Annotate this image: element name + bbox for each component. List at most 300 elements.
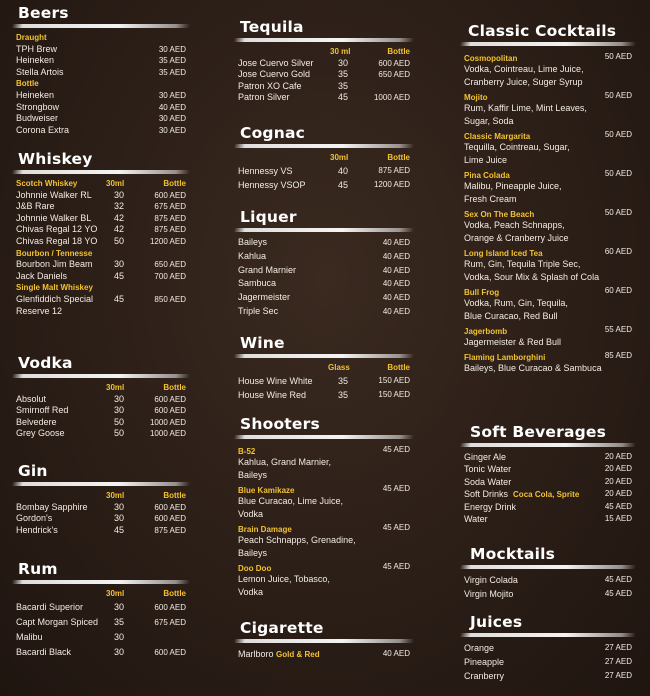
item-price: 85 AED [604,351,632,360]
column-headers [12,490,190,502]
menu-item [12,102,190,114]
item-name: House Wine White [238,375,313,386]
item-price: 27 AED [604,643,632,652]
item-price: 875 AED [154,225,186,235]
item-measure: 50 [113,235,124,246]
item-name: Heineken [16,89,55,100]
item-price: 60 AED [604,247,632,256]
item-price: 875 AED [154,525,186,535]
section-title: Gin [18,462,48,480]
menu-item [12,615,190,630]
item-description: Baileys [238,548,268,558]
cigarette-section [234,619,414,661]
item-price: 150 AED [378,375,410,385]
menu-item [460,513,636,525]
item-name: Bacardi Superior [16,601,84,612]
item-name: Jagerbomb [464,327,508,336]
section-title: Wine [240,334,285,352]
item-measure: 35 [337,69,348,80]
section-title: Rum [18,560,58,578]
item-name: Bourbon Jim Beam [16,259,93,270]
item-price: 600 AED [154,406,186,416]
menu-item [12,55,190,67]
subheading: Bourbon / Tennesse [16,248,93,258]
menu-item [12,44,190,56]
item-description: Cranberry Juice, Suger Syrup [464,77,583,87]
item-name: Kahlua [238,250,267,261]
item-price: 600 AED [154,394,186,404]
item-name: Patron Silver [238,92,290,103]
brush-underline [234,144,415,148]
menu-item [12,630,190,645]
item-measure: 30 [337,57,348,68]
menu-item-continued [12,306,190,318]
item-measure: 42 [113,212,124,223]
item-description: Blue Curacao, Lime Juice, [238,496,344,506]
item-name: Grey Goose [16,428,65,439]
item-name: Jose Cuervo Silver [238,57,314,68]
column-header-30ml: 30ml [106,589,125,598]
item-price: 600 AED [154,647,186,657]
item-measure: 45 [337,92,348,103]
menu-item [234,388,414,402]
menu-item [12,236,190,248]
menu-item [234,647,414,661]
menu-item [460,501,636,513]
item-description: Vodka [238,509,264,519]
menu-item [460,50,636,63]
item-name: Hennessy VSOP [238,179,306,190]
menu-item [12,525,190,537]
menu-item [234,560,414,573]
column-headers [234,46,414,58]
menu-item [460,655,636,669]
item-description: Vodka, Peach Schnapps, [464,220,565,230]
item-price: 50 AED [604,169,632,178]
menu-item [234,178,414,192]
item-price: 1200 AED [373,179,410,189]
item-name-text: Marlboro [238,649,274,659]
item-price: 35 AED [158,56,186,66]
item-description: Vodka, Rum, Gin, Tequila, [464,298,568,308]
item-description: Fresh Cream [464,194,517,204]
menu-item [234,443,414,456]
menu-item [460,669,636,683]
item-name: Pina Colada [464,171,510,180]
item-price: 600 AED [154,502,186,512]
subheading: Bottle [16,79,39,89]
item-price: 40 AED [382,238,410,247]
menu-item [234,291,414,305]
menu-item [12,113,190,125]
section-title: Mocktails [470,545,556,563]
item-measure: 30 [113,501,124,512]
item-measure: 30 [113,601,124,612]
item-name: Malibu [16,631,43,642]
brush-underline [460,565,637,569]
menu-item [460,641,636,655]
item-price: 27 AED [604,671,632,680]
item-price: 60 AED [604,286,632,295]
liquer-section [234,208,414,319]
item-measure: 32 [113,201,124,212]
item-price: 20 AED [604,464,632,474]
wine-section [234,334,414,402]
item-measure: 35 [337,80,348,91]
item-name: J&B Rare [16,201,55,212]
section-title: Cognac [240,124,306,142]
item-price: 1000 AED [149,417,186,427]
item-price: 45 AED [382,562,410,571]
menu-item [234,58,414,70]
column-headers [12,382,190,394]
item-name: B-52 [238,447,256,456]
menu-item [234,277,414,291]
menu-item [12,394,190,406]
item-name: Blue Kamikaze [238,486,295,495]
menu-item [12,502,190,514]
item-price: 675 AED [154,202,186,212]
menu-item [12,513,190,525]
item-price: 45 AED [604,575,632,584]
item-description: Tequilla, Cointreau, Sugar, [464,142,570,152]
menu-item [460,349,636,362]
item-measure: 30 [113,631,124,642]
item-description: Lemon Juice, Tobasco, [238,574,330,584]
menu-item [460,245,636,258]
item-measure: 40 [337,165,348,176]
item-measure: 30 [113,259,124,270]
classic-cocktails-section [460,22,636,375]
item-name: Jose Cuervo Gold [238,69,311,80]
shooters-section [234,415,414,599]
section-title: Whiskey [18,150,93,168]
item-price: 30 AED [158,44,186,54]
item-price: 50 AED [604,208,632,217]
mocktails-section [460,545,636,601]
item-price: 675 AED [154,617,186,627]
menu-item [460,573,636,587]
item-description: Peach Schnapps, Grenadine, [238,535,356,545]
column-header-bottle: Bottle [163,179,186,188]
item-price: 600 AED [154,514,186,524]
item-name: Budweiser [16,113,59,124]
section-title: Soft Beverages [470,423,607,441]
section-title: Tequila [240,18,304,36]
section-title: Juices [470,613,523,631]
brush-underline [460,633,637,637]
item-price: 150 AED [378,389,410,399]
item-description: Lime Juice [464,155,508,165]
menu-item [12,67,190,79]
item-price: 600 AED [154,602,186,612]
column-header-bottle: Bottle [163,589,186,598]
item-name: Sex On The Beach [464,210,535,219]
item-price: 45 AED [604,501,632,511]
menu-item [234,92,414,104]
menu-item [460,89,636,102]
soft-beverages-section [460,423,636,525]
item-measure: 30 [113,405,124,416]
item-name: Corona Extra [16,124,70,135]
item-price: 20 AED [604,452,632,461]
item-measure: 35 [337,389,348,400]
item-name: Tonic Water [464,464,512,475]
menu-item [12,417,190,429]
menu-item [460,167,636,180]
item-name: Glenfiddich Special [16,293,94,304]
item-price: 40 AED [382,279,410,289]
column-header-30ml: 30ml [330,153,349,162]
brush-underline [12,482,191,486]
item-price: 650 AED [378,70,410,80]
item-description: Vodka, Cointreau, Lime Juice, [464,64,584,74]
item-price: 45 AED [382,523,410,532]
menu-item [12,213,190,225]
menu-item [460,128,636,141]
menu-column-1 [12,0,190,696]
brush-underline [12,24,191,28]
item-measure: 50 [113,416,124,427]
item-price: 40 AED [382,265,410,275]
item-name: Orange [464,643,495,653]
item-description: Kahlua, Grand Marnier, [238,457,332,467]
item-description: Vodka [238,587,264,597]
menu-item [12,645,190,660]
item-price: 50 AED [604,52,632,61]
menu-item [12,271,190,283]
menu-item [234,164,414,178]
item-price: 600 AED [154,190,186,200]
column-header-bottle: Bottle [387,153,410,162]
menu-item [234,482,414,495]
item-measure: 30 [113,646,124,657]
menu-item [460,206,636,219]
item-name-text: Soft Drinks [464,489,509,500]
item-measure: 45 [113,524,124,535]
item-name [464,488,579,501]
item-name: Virgin Colada [464,575,518,585]
item-price: 1200 AED [149,236,186,246]
item-name: Cosmopolitan [464,54,518,63]
item-name: Classic Margarita [464,132,531,141]
brush-underline [12,580,191,584]
item-price: 30 AED [158,125,186,135]
item-name: Virgin Mojito [464,589,514,599]
menu-item [460,451,636,463]
section-title: Vodka [18,354,73,372]
item-price: 45 AED [382,484,410,493]
item-name: Hennessy VS [238,165,293,176]
item-name: Belvedere [16,416,57,427]
menu-item [234,236,414,250]
item-measure: 42 [113,224,124,235]
column-header-30ml: 30 ml [330,47,351,56]
menu-item [234,305,414,319]
item-price: 55 AED [604,325,632,334]
item-name: Cranberry [464,671,505,681]
menu-column-3 [460,0,636,696]
juices-section [460,613,636,683]
section-title: Beers [18,4,69,22]
item-description: Sugar, Soda [464,116,514,126]
item-measure: 45 [337,179,348,190]
column-header-30ml: 30ml [106,383,125,392]
item-name: Grand Marnier [238,264,297,275]
item-price: 20 AED [604,489,632,499]
item-name: Smirnoff Red [16,405,69,416]
gin-section [12,462,190,536]
item-name: Johnnie Walker BL [16,212,92,223]
item-name: Johnnie Walker RL [16,189,92,200]
item-name: Gordon's [16,513,53,524]
beers-section [12,4,190,136]
menu-item [12,224,190,236]
item-name: Stella Artois [16,66,64,77]
item-name: Triple Sec [238,305,279,316]
menu-item [12,600,190,615]
item-price: 40 AED [158,102,186,112]
item-name: Bull Frog [464,288,500,297]
item-note: Coca Cola, Sprite [513,490,580,500]
item-name: Absolut [16,393,47,404]
column-header-bottle: Bottle [163,491,186,500]
item-measure: 45 [113,293,124,304]
item-name: Bombay Sapphire [16,501,88,512]
menu-item [234,81,414,93]
item-price: 40 AED [382,306,410,316]
section-title: Cigarette [240,619,324,637]
rum-section [12,560,190,660]
brush-underline [234,639,415,643]
menu-item [460,587,636,601]
column-headers [234,152,414,164]
brush-underline [234,38,415,42]
item-price: 30 AED [158,90,186,100]
item-name: House Wine Red [238,389,307,400]
whiskey-section [12,150,190,317]
section-title: Shooters [240,415,320,433]
item-name: TPH Brew [16,43,58,54]
item-measure: 45 [113,270,124,281]
item-measure: 35 [337,375,348,386]
brush-underline [460,42,637,46]
item-variant: Gold & Red [276,650,320,659]
menu-item [12,259,190,271]
item-price: 20 AED [604,476,632,486]
column-header-bottle: Bottle [387,363,410,372]
brush-underline [12,374,191,378]
item-price: 50 AED [604,130,632,139]
subheading: Single Malt Whiskey [16,283,93,293]
brush-underline [234,228,415,232]
item-description: Rum, Kaffir Lime, Mint Leaves, [464,103,587,113]
item-name: Reserve 12 [16,305,63,316]
menu-item [460,476,636,488]
column-header-30ml: 30ml [106,179,125,188]
item-measure: 50 [113,428,124,439]
item-name: Brain Damage [238,525,292,534]
menu-item [234,521,414,534]
menu-item [12,90,190,102]
item-name: Chivas Regal 12 YO [16,224,98,235]
item-name: Bacardi Black [16,646,72,657]
tequila-section [234,18,414,104]
menu-item [460,463,636,475]
item-price: 650 AED [154,260,186,270]
brush-underline [460,443,637,447]
item-description: Blue Curacao, Red Bull [464,311,558,321]
menu-item [12,428,190,440]
item-name [238,647,320,662]
item-name: Jagermeister [238,292,291,303]
item-price: 15 AED [604,513,632,523]
section-title: Classic Cocktails [468,22,617,40]
item-price: 1000 AED [373,93,410,103]
item-price: 40 AED [382,251,410,261]
item-price: 850 AED [154,294,186,304]
item-price: 30 AED [158,114,186,124]
item-name: Capt Morgan Spiced [16,616,99,627]
item-price: 40 AED [382,293,410,303]
item-name: Pineapple [464,657,505,667]
item-name: Chivas Regal 18 YO [16,235,98,246]
vodka-section [12,354,190,440]
brush-underline [234,354,415,358]
item-name: Jack Daniels [16,270,68,281]
menu-item [234,250,414,264]
item-description: Orange & Cranberry Juice [464,233,569,243]
item-price: 27 AED [604,657,632,666]
menu-item [460,488,636,500]
item-name: Sambuca [238,278,277,289]
item-price: 875 AED [154,213,186,223]
item-price: 600 AED [378,58,410,68]
item-price: 700 AED [154,271,186,281]
subheading-label: Scotch Whiskey [16,179,78,188]
column-header-glass: Glass [328,363,350,372]
item-name: Mojito [464,93,488,102]
item-measure: 35 [113,616,124,627]
item-description: Rum, Gin, Tequila Triple Sec, [464,259,581,269]
item-description: Malibu, Pineapple Juice, [464,181,562,191]
column-header-30ml: 30ml [106,491,125,500]
item-measure: 30 [113,393,124,404]
column-headers [12,588,190,600]
menu-item [234,264,414,278]
item-price: 35 AED [158,67,186,77]
brush-underline [234,435,415,439]
item-name: Hendrick's [16,524,58,535]
menu-item [12,201,190,213]
item-name: Doo Doo [238,564,272,573]
cognac-section [234,124,414,192]
item-price: 875 AED [378,165,410,175]
item-name: Soda Water [464,476,512,487]
section-title: Liquer [240,208,297,226]
item-price: 1000 AED [149,429,186,439]
menu-item [12,294,190,306]
item-measure: 30 [113,513,124,524]
menu-item [460,323,636,336]
item-price: 45 AED [382,445,410,454]
item-name: Long Island Iced Tea [464,249,543,258]
menu-column-2 [234,0,414,696]
item-price: 50 AED [604,91,632,100]
subheading: Draught [16,33,47,42]
menu-item [234,69,414,81]
item-description: Baileys [238,470,268,480]
